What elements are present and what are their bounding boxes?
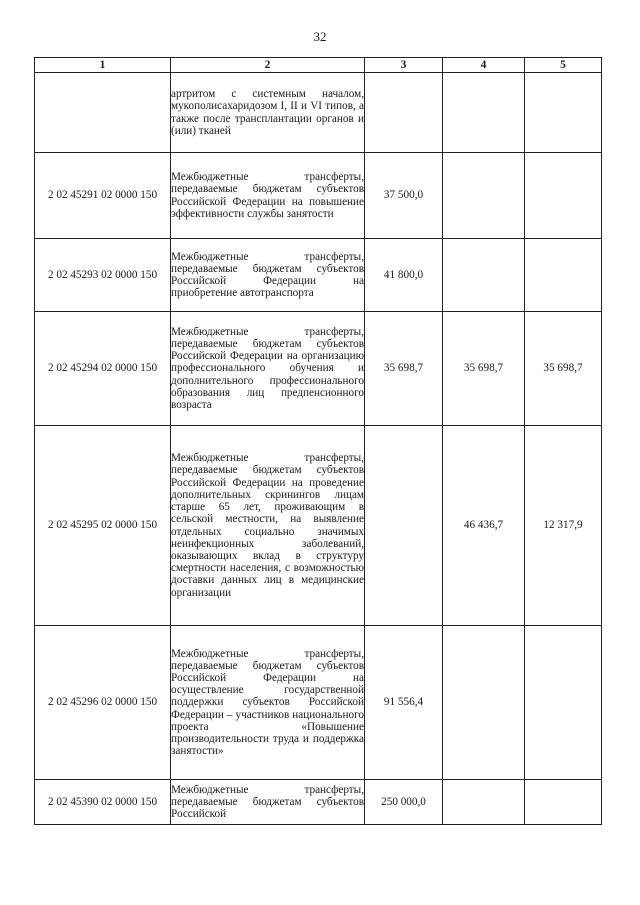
table-row	[35, 153, 602, 239]
page-bottom-margin	[0, 826, 640, 905]
header-col-5: 5	[525, 58, 602, 73]
value-col-3: 91 556,4	[365, 626, 443, 780]
value-col-5: 12 317,9	[525, 426, 602, 626]
value-col-4	[443, 153, 525, 239]
row-description: Межбюджетные трансферты, передаваемые бюджетам субъектов Российской Федерации на проведение дополнительных скринингов лицам старше 65 лет, проживающим в сельской местности, на выявление отдельных социально значимых неинфекционных заболеваний, оказывающих вклад в структуру смертности населения, с возможностью доставки данных лиц в медицинские организации	[171, 426, 365, 626]
row-description: Межбюджетные трансферты, передаваемые бюджетам субъектов Российской Федерации на организацию профессионального обучения и дополнительного профессионального образования лиц предпенсионного возраста	[171, 312, 365, 426]
value-col-5	[525, 239, 602, 312]
budget-code: 2 02 45295 02 0000 150	[35, 426, 171, 626]
value-col-3: 37 500,0	[365, 153, 443, 239]
row-description: Межбюджетные трансферты, передаваемые бюджетам субъектов Российской Федерации на приобретение автотранспорта	[171, 239, 365, 312]
budget-code: 2 02 45291 02 0000 150	[35, 153, 171, 239]
row-description: Межбюджетные трансферты, передаваемые бюджетам субъектов Российской Федерации на повышение эффективности службы занятости	[171, 153, 365, 239]
value-col-4	[443, 626, 525, 780]
budget-code: 2 02 45294 02 0000 150	[35, 312, 171, 426]
row-description: Межбюджетные трансферты, передаваемые бюджетам субъектов Российской	[171, 780, 365, 825]
value-col-5	[525, 626, 602, 780]
page-number: 32	[313, 29, 327, 44]
value-col-3	[365, 426, 443, 626]
value-col-3: 41 800,0	[365, 239, 443, 312]
budget-code: 2 02 45296 02 0000 150	[35, 626, 171, 780]
value-col-3: 35 698,7	[365, 312, 443, 426]
value-col-5	[525, 153, 602, 239]
budget-code: 2 02 45390 02 0000 150	[35, 780, 171, 825]
row-description: артритом с системным началом, мукополисахаридозом I, II и VI типов, а также после трансплантации органов и (или) тканей	[171, 73, 365, 153]
value-col-3	[365, 73, 443, 153]
value-col-4: 35 698,7	[443, 312, 525, 426]
budget-code: 2 02 45293 02 0000 150	[35, 239, 171, 312]
value-col-4	[443, 73, 525, 153]
value-col-5	[525, 780, 602, 825]
value-col-4: 46 436,7	[443, 426, 525, 626]
budget-table	[34, 57, 602, 825]
table-row	[35, 312, 602, 426]
table-row	[35, 626, 602, 780]
table-header-row	[35, 58, 602, 73]
value-col-5	[525, 73, 602, 153]
value-col-4	[443, 239, 525, 312]
row-description: Межбюджетные трансферты, передаваемые бюджетам субъектов Российской Федерации на осуществление государственной поддержки субъектов Российской Федерации – участников национального проекта «Повышение производительности труда и поддержка занятости»	[171, 626, 365, 780]
value-col-5: 35 698,7	[525, 312, 602, 426]
table-row	[35, 73, 602, 153]
budget-code	[35, 73, 171, 153]
header-col-4: 4	[443, 58, 525, 73]
value-col-4	[443, 780, 525, 825]
table-row	[35, 239, 602, 312]
header-col-1: 1	[35, 58, 171, 73]
header-col-3: 3	[365, 58, 443, 73]
table-row	[35, 780, 602, 825]
value-col-3: 250 000,0	[365, 780, 443, 825]
header-col-2: 2	[171, 58, 365, 73]
table-row	[35, 426, 602, 626]
